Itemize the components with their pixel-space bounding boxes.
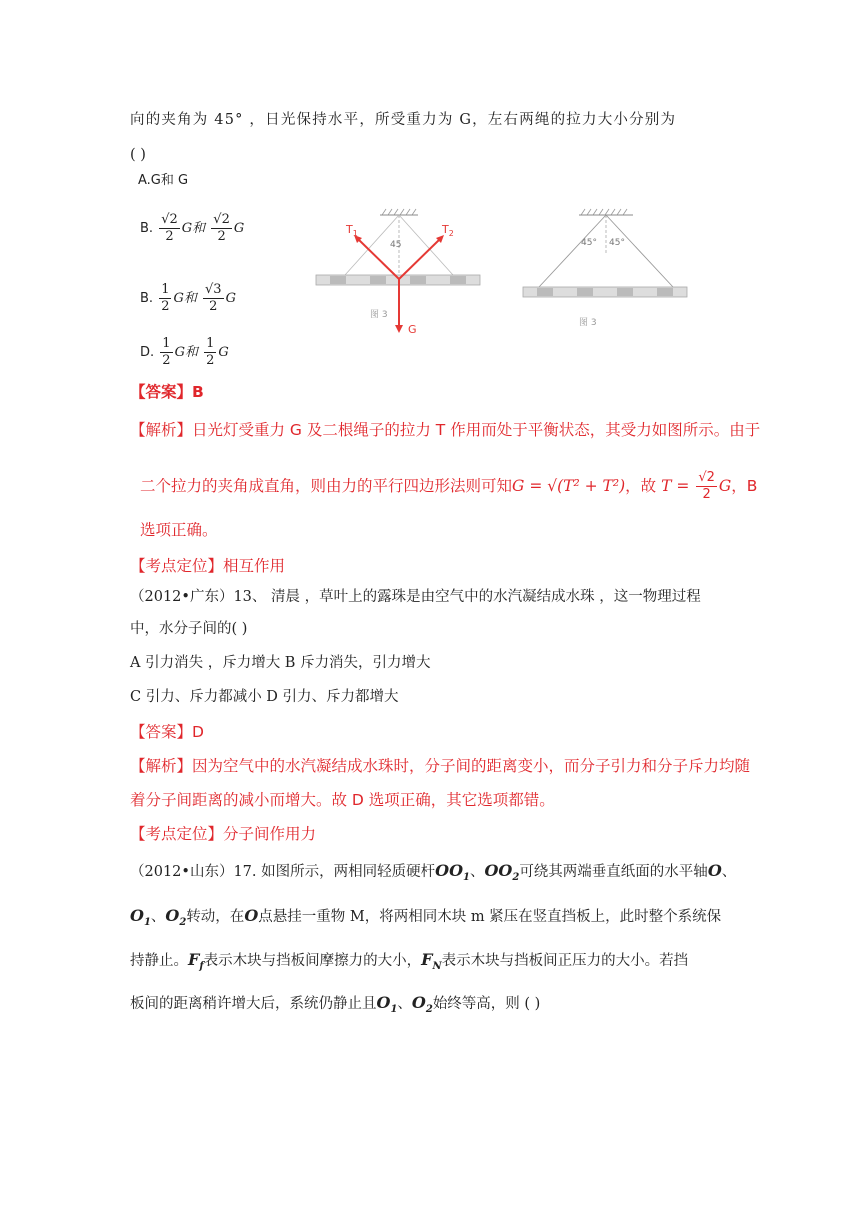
q1-option-d: D. $\frac{1}{2}$ G和 $\frac{1}{2}$ G [140, 336, 229, 368]
formula-g: G = √(T² + T²) [512, 477, 626, 495]
lamp-hanging-figure [515, 205, 695, 335]
fraction: $\frac{1}{2}$ [162, 336, 171, 368]
q1-analysis-line2: 二个拉力的夹角成直角，则由力的平行四边形法则可知G = √(T² + T²)，故 T = $\frac{√2}{2}$ G，B [140, 470, 758, 502]
q3-line2: $O_1$、$O_2$转动，在O点悬挂一重物 M，将两相同木块 m 紧压在竖直挡板上，此时整个系统保 [130, 906, 722, 929]
left-angle-label: 45° [581, 238, 597, 248]
force-diagram-figure [310, 205, 490, 345]
q1-paren: ( ) [130, 147, 146, 163]
q1-stem-line1: 向的夹角为 45° ，日光保持水平，所受重力为 G，左右两绳的拉力大小分别为 [130, 112, 677, 128]
right-angle-label: 45° [609, 238, 625, 248]
fraction: $\frac{1}{2}$ [206, 336, 215, 368]
q2-stem-line1: （2012•广东）13、 清晨 ，草叶上的露珠是由空气中的水汽凝结成水珠 ，这一物理过程 [130, 589, 701, 605]
fraction: $\frac{√2}{2}$ [161, 212, 178, 244]
t1-label: $T_1$ [346, 223, 358, 238]
q2-options-line1: A 引力消失 ，斥力增大 B 斥力消失，引力增大 [130, 655, 431, 671]
q1-option-b: B. $\frac{√2}{2}$ G和 $\frac{√2}{2}$ G [140, 212, 245, 244]
q2-analysis-line2: 着分子间距离的减小而增大。故 D 选项正确，其它选项都错。 [130, 791, 555, 809]
fraction: $\frac{√2}{2}$ [213, 212, 230, 244]
fraction: $\frac{1}{2}$ [161, 282, 170, 314]
fraction: $\frac{√2}{2}$ [698, 470, 715, 502]
q2-answer: 【答案】D [130, 723, 204, 741]
figure-caption: 图 3 [370, 310, 388, 320]
angle-label: 45 [390, 240, 402, 250]
q1-analysis-line1: 【解析】日光灯受重力 G 及二根绳子的拉力 T 作用而处于平衡状态，其受力如图所示。由于 [130, 421, 761, 439]
figure-caption: 图 3 [579, 318, 597, 328]
q2-options-line2: C 引力、斥力都减小 D 引力、斥力都增大 [130, 689, 399, 705]
q2-kaodian: 【考点定位】分子间作用力 [130, 825, 317, 843]
q1-option-c: B. $\frac{1}{2}$ G和 $\frac{√3}{2}$ G [140, 282, 236, 314]
q3-line3: 持静止。$F_f$表示木块与挡板间摩擦力的大小，$F_N$表示木块与挡板间正压力的大小。若挡 [130, 950, 689, 973]
q3-line1: （2012•山东）17. 如图所示，两相同轻质硬杆$OO_1$、$OO_2$可绕其两端垂直纸面的水平轴O、 [130, 861, 737, 884]
fraction: $\frac{√3}{2}$ [205, 282, 222, 314]
q1-option-a: A.G和 G [138, 173, 189, 188]
q1-answer: 【答案】B [130, 383, 204, 401]
g-label: G [408, 323, 417, 336]
q2-stem-line2: 中，水分子间的( ) [130, 621, 248, 637]
q2-analysis-line1: 【解析】因为空气中的水汽凝结成水珠时，分子间的距离变小，而分子引力和分子斥力均随 [130, 757, 751, 775]
t2-label: $T_2$ [442, 223, 454, 238]
q1-kaodian: 【考点定位】相互作用 [130, 557, 286, 575]
q3-line4: 板间的距离稍许增大后，系统仍静止且$O_1$、$O_2$始终等高，则 ( ) [130, 993, 541, 1016]
q1-analysis-line3: 选项正确。 [140, 521, 218, 539]
